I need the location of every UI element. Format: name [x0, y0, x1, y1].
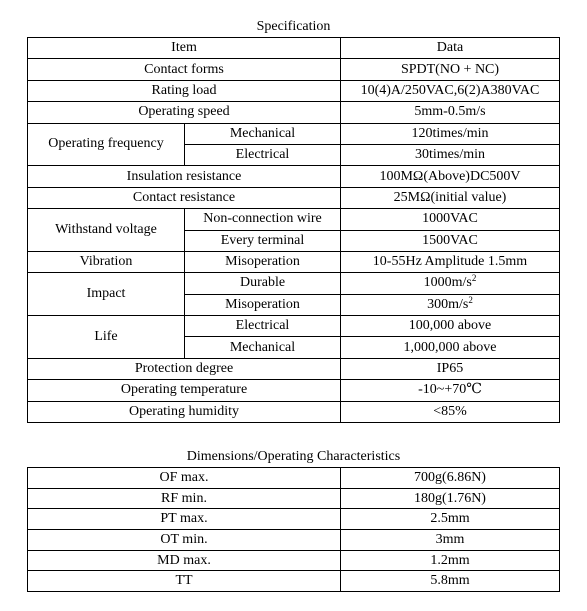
row-value: 1,000,000 above [341, 337, 560, 358]
row-value: 1500VAC [341, 230, 560, 251]
table-row [28, 468, 560, 489]
sub-label: Every terminal [185, 230, 341, 251]
value-text: 1000m/s [423, 275, 472, 291]
superscript: 2 [471, 273, 477, 284]
row-label: RF min. [28, 488, 341, 509]
value-text: 300m/s [427, 296, 469, 312]
table-row [28, 358, 560, 379]
sub-label: Mechanical [185, 337, 341, 358]
row-value: 1000VAC [341, 209, 560, 230]
row-value: 10(4)A/250VAC,6(2)A380VAC [341, 80, 560, 101]
row-value: 100MΩ(Above)DC500V [341, 166, 560, 187]
row-value: 3mm [341, 530, 560, 551]
row-value: 180g(1.76N) [341, 488, 560, 509]
group-label: Withstand voltage [28, 209, 185, 252]
row-label: Insulation resistance [28, 166, 341, 187]
dimensions-title: Dimensions/Operating Characteristics [186, 449, 401, 464]
table-row [28, 571, 560, 592]
row-value: SPDT(NO + NC) [341, 59, 560, 80]
specification-table [27, 37, 560, 423]
row-label: Contact resistance [28, 187, 341, 208]
row-value: 700g(6.86N) [341, 468, 560, 489]
table-row [28, 209, 560, 230]
table-row [28, 123, 560, 144]
row-value: 5.8mm [341, 571, 560, 592]
table-row [28, 251, 560, 272]
row-value [341, 294, 560, 315]
row-label: PT max. [28, 509, 341, 530]
table-row [28, 550, 560, 571]
row-value: 10-55Hz Amplitude 1.5mm [341, 251, 560, 272]
group-label: Life [28, 316, 185, 359]
sub-label: Non-connection wire [185, 209, 341, 230]
row-value: -10~+70℃ [341, 380, 560, 401]
table-row [28, 530, 560, 551]
dimensions-table [27, 467, 560, 592]
sub-label: Durable [185, 273, 341, 294]
table-row [28, 380, 560, 401]
table-row [28, 187, 560, 208]
sub-label: Misoperation [185, 294, 341, 315]
group-label: Impact [28, 273, 185, 316]
row-value: 100,000 above [341, 316, 560, 337]
row-value: 25MΩ(initial value) [341, 187, 560, 208]
row-value: 30times/min [341, 144, 560, 165]
row-value: 2.5mm [341, 509, 560, 530]
table-row [28, 59, 560, 80]
row-label: Operating temperature [28, 380, 341, 401]
row-label: OT min. [28, 530, 341, 551]
group-label: Vibration [28, 251, 185, 272]
sub-label: Misoperation [185, 251, 341, 272]
row-label: Contact forms [28, 59, 341, 80]
table-row [28, 316, 560, 337]
row-value: IP65 [341, 358, 560, 379]
table-row [28, 102, 560, 123]
row-value: 1.2mm [341, 550, 560, 571]
row-label: Protection degree [28, 358, 341, 379]
row-label: Rating load [28, 80, 341, 101]
row-label: OF max. [28, 468, 341, 489]
sub-label: Mechanical [185, 123, 341, 144]
row-label: MD max. [28, 550, 341, 571]
group-label: Operating frequency [28, 123, 185, 166]
table-row [28, 488, 560, 509]
row-value [341, 273, 560, 294]
row-value: <85% [341, 401, 560, 422]
table-row [28, 80, 560, 101]
row-label: Operating humidity [28, 401, 341, 422]
sub-label: Electrical [185, 316, 341, 337]
table-row [28, 38, 560, 59]
row-value: 120times/min [341, 123, 560, 144]
table-row [28, 166, 560, 187]
superscript: 2 [468, 294, 473, 305]
header-item: Item [28, 38, 341, 59]
specification-title: Specification [256, 19, 331, 34]
header-data: Data [341, 38, 560, 59]
table-row [28, 509, 560, 530]
row-label: Operating speed [28, 102, 341, 123]
row-label: TT [28, 571, 341, 592]
table-row [28, 273, 560, 294]
sub-label: Electrical [185, 144, 341, 165]
table-row [28, 401, 560, 422]
row-value: 5mm-0.5m/s [341, 102, 560, 123]
